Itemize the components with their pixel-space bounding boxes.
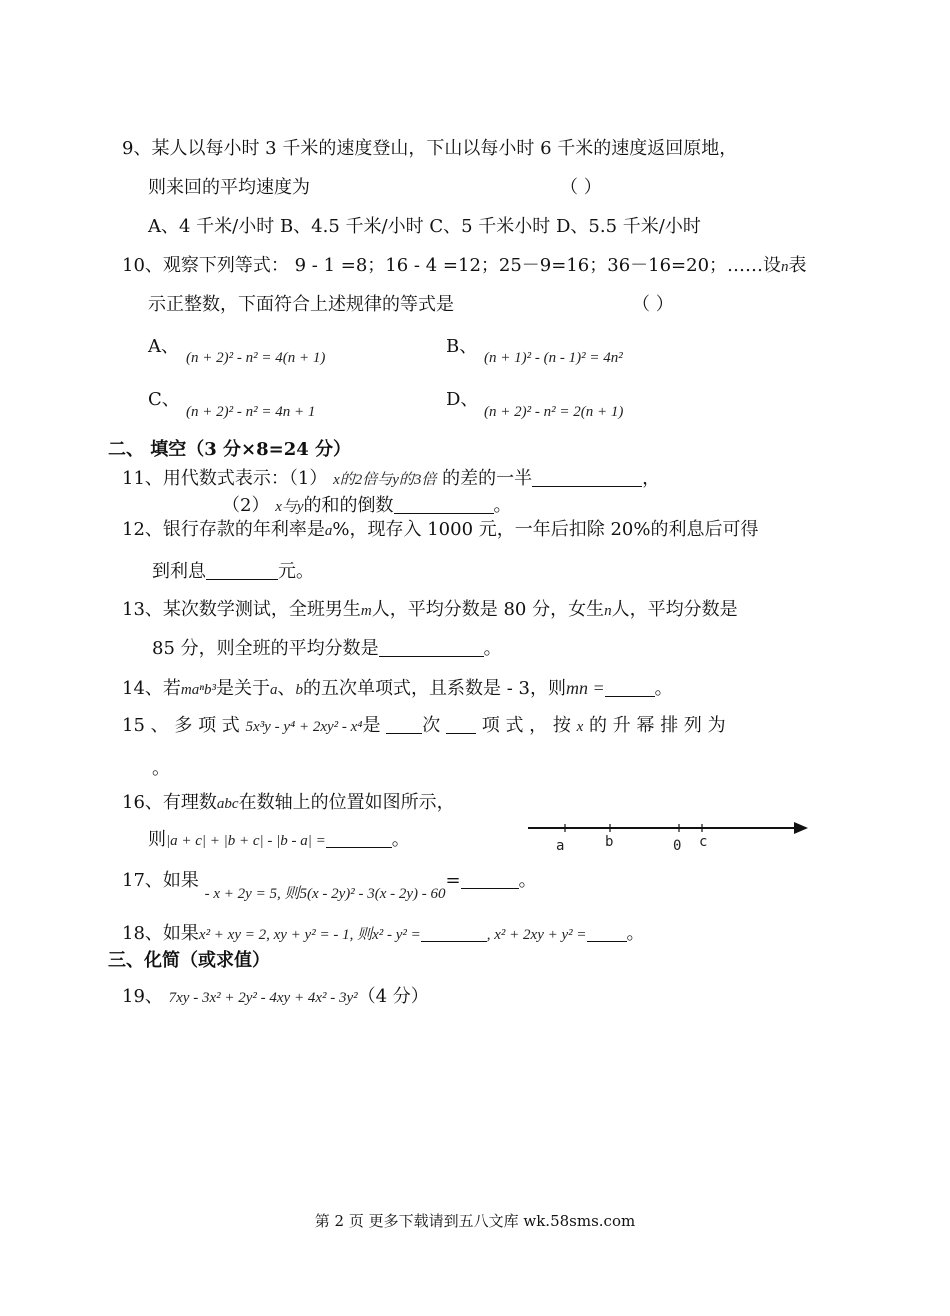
q10-line1-text: 10、观察下列等式： 9 - 1 =8；16 - 4 =12；25－9=16；36－16=20；……设 — [122, 255, 782, 276]
q12-blank[interactable] — [206, 561, 278, 580]
label-c: c — [699, 834, 708, 850]
q17-blank[interactable] — [461, 870, 519, 889]
q16-line1 — [122, 791, 455, 816]
q13-text-e: 。 — [483, 638, 502, 659]
q9-options: A、4 千米/小时 B、4.5 千米/小时 C、5 千米小时 D、5.5 千米/小时 — [148, 216, 701, 237]
q17-end: 。 — [518, 870, 537, 891]
q19-line — [122, 985, 429, 1010]
q16-var: abc — [216, 796, 239, 812]
q15-mid3: 项 式 ， 按 — [481, 715, 571, 736]
q10-c-expr: (n + 2)² - n² = 4n + 1 — [186, 404, 316, 420]
q13-text-c: 人，平均分数是 — [611, 599, 738, 620]
q10-line1-end: 表 — [788, 255, 807, 276]
q15-mid4: 的 升 幂 排 列 为 — [589, 715, 726, 736]
q14-mid1: 是关于 — [215, 678, 270, 699]
q13-blank[interactable] — [379, 638, 484, 657]
q10-line1 — [122, 254, 807, 279]
q9-paren: （ ） — [560, 177, 602, 198]
q14-var-b: b — [295, 682, 303, 698]
q16-text-d: 。 — [391, 829, 410, 850]
q10-b-expr: (n + 1)² - (n - 1)² = 4n² — [484, 350, 623, 366]
q10-a-label: A、 — [148, 336, 179, 357]
q10-c-label: C、 — [148, 389, 180, 410]
q16-text-b: 在数轴上的位置如图所示， — [238, 792, 455, 813]
q13-var-n: n — [604, 603, 612, 619]
q15-prefix: 15 、 多 项 式 — [122, 715, 240, 736]
q12-line2 — [152, 560, 314, 584]
q12-text-a: 12、银行存款的年利率是 — [122, 519, 325, 540]
section-simplify-heading: 三、化简（或求值） — [108, 950, 270, 971]
q18-end: 。 — [626, 923, 645, 944]
q11-prefix: 11、用代数式表示：（1） — [122, 468, 328, 489]
q18-prefix: 18、如果 — [122, 923, 199, 944]
q11-blank-1[interactable] — [532, 468, 642, 487]
q11-expr2: x与y — [275, 499, 304, 515]
q12-var-a: a — [324, 523, 333, 539]
q11-suffix2: 的和的倒数 — [303, 495, 394, 516]
q11-line1 — [122, 467, 660, 492]
q13-line2 — [152, 637, 502, 661]
q16-expr: |a + c| + |b + c| - |b - a| = — [166, 833, 326, 849]
section-fill-blank-heading: 二、 填空（3 分×8=24 分） — [108, 439, 352, 460]
q13-var-m: m — [360, 603, 372, 619]
q11-prefix2: （2） — [222, 495, 270, 516]
label-b: b — [605, 834, 614, 850]
q19-prefix: 19、 — [122, 986, 163, 1007]
number-line-arrow — [794, 822, 808, 834]
q9-line2: 则来回的平均速度为 — [148, 177, 310, 198]
q18-blank-1[interactable] — [421, 923, 487, 942]
q10-d-expr: (n + 2)² - n² = 2(n + 1) — [484, 404, 624, 420]
q16-text-c: 则 — [148, 829, 166, 850]
q14-var-a: a — [269, 682, 278, 698]
q14-blank[interactable] — [605, 678, 655, 697]
q17-expr: - x + 2y = 5, 则5(x - 2y)² - 3(x - 2y) - 60 — [204, 886, 446, 902]
label-0: 0 — [673, 838, 682, 854]
q17-prefix: 17、如果 — [122, 870, 199, 891]
page-footer: 第 2 页 更多下载请到五八文库 wk.58sms.com — [314, 1212, 636, 1230]
q18-expr1: x² + xy = 2, xy + y² = - 1, 则x² - y² = — [198, 927, 421, 943]
q9-line1: 9、某人以每小时 3 千米的速度登山，下山以每小时 6 千米的速度返回原地， — [122, 138, 738, 159]
q10-line2: 示正整数，下面符合上述规律的等式是 — [148, 294, 454, 315]
q15-line2: 。 — [152, 758, 170, 779]
q15-line1 — [122, 714, 726, 739]
q16-line2 — [148, 828, 410, 853]
q14-sep: 、 — [277, 678, 296, 699]
q15-blank-degree[interactable] — [386, 715, 422, 734]
q18-expr2: , x² + 2xy + y² = — [486, 927, 587, 943]
q13-text-d: 85 分，则全班的平均分数是 — [152, 638, 379, 659]
q12-text-d: 元。 — [278, 561, 314, 582]
q14-prefix: 14、若 — [122, 678, 181, 699]
q14-mid2: 的五次单项式，且系数是 - 3，则 — [302, 678, 566, 699]
q15-blank-terms[interactable] — [446, 715, 476, 734]
q15-var-x: x — [576, 719, 584, 735]
q19-expr: 7xy - 3x² + 2y² - 4xy + 4x² - 3y² — [168, 990, 358, 1006]
q12-line1 — [122, 518, 759, 543]
q18-blank-2[interactable] — [587, 923, 627, 942]
q18-line — [122, 922, 645, 947]
q12-text-b: %，现存入 1000 元，一年后扣除 20%的利息后可得 — [332, 519, 759, 540]
q10-d-label: D、 — [446, 389, 479, 410]
q11-end2: 。 — [493, 495, 512, 516]
q15-mid2: 次 — [422, 715, 441, 736]
q15-expr: 5x³y - y⁴ + 2xy² - x⁴ — [245, 719, 363, 735]
q17-line — [122, 869, 537, 902]
number-line — [528, 810, 813, 855]
q19-suffix: （4 分） — [357, 986, 429, 1007]
q10-b-label: B、 — [446, 336, 478, 357]
q12-text-c: 到利息 — [152, 561, 206, 582]
q17-eq: = — [445, 870, 461, 891]
q11-blank-2[interactable] — [394, 495, 494, 514]
q16-blank[interactable] — [326, 829, 392, 848]
q13-line1 — [122, 598, 738, 623]
q16-text-a: 16、有理数 — [122, 792, 217, 813]
q11-end1: ， — [642, 468, 661, 489]
q11-line2 — [222, 494, 512, 519]
q14-end: 。 — [654, 678, 673, 699]
q10-a-expr: (n + 2)² - n² = 4(n + 1) — [186, 350, 326, 366]
q15-mid1: 是 — [362, 715, 381, 736]
q10-paren: （ ） — [632, 294, 674, 315]
q11-expr1: x的2倍与y的3倍 — [333, 472, 437, 488]
q14-expr: maⁿb³ — [180, 682, 216, 698]
q14-line — [122, 676, 673, 702]
q14-ask: mn = — [565, 678, 605, 698]
q11-suffix1: 的差的一半 — [442, 468, 533, 489]
label-a: a — [556, 838, 565, 854]
q13-text-a: 13、某次数学测试，全班男生 — [122, 599, 361, 620]
q10-var-n: n — [781, 259, 789, 275]
q13-text-b: 人，平均分数是 80 分，女生 — [371, 599, 605, 620]
